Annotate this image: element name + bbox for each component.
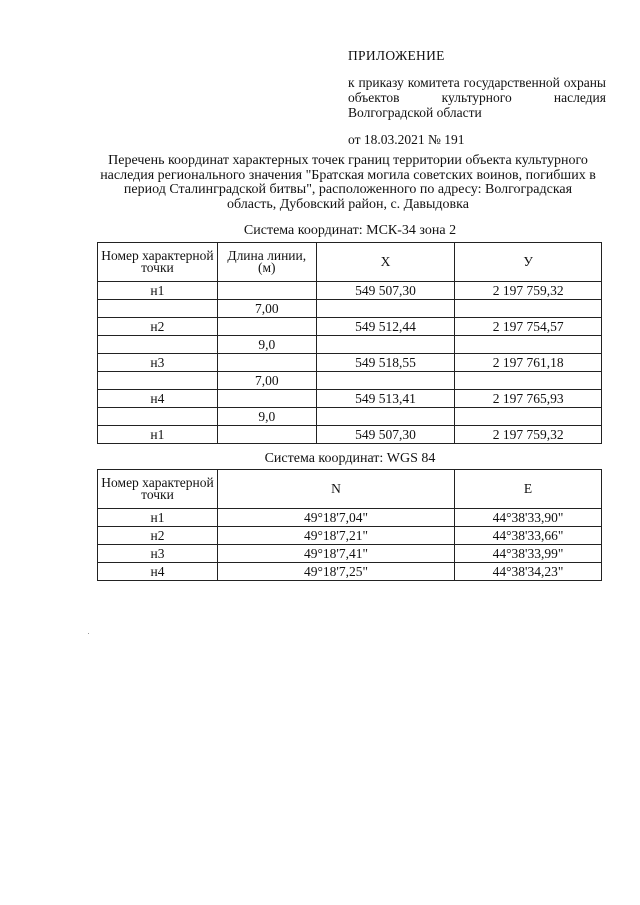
cell-x	[316, 300, 455, 318]
cell-x: 549 507,30	[316, 282, 455, 300]
cell-y	[455, 408, 602, 426]
table-row	[98, 527, 602, 545]
table-row	[98, 318, 602, 336]
cell-point	[98, 300, 218, 318]
cell-y: 2 197 759,32	[455, 426, 602, 444]
cell-n: 49°18'7,25"	[218, 563, 455, 581]
cell-e: 44°38'33,66"	[455, 527, 602, 545]
cell-y: 2 197 765,93	[455, 390, 602, 408]
cell-length	[217, 426, 316, 444]
column-header-x: Х	[316, 243, 455, 282]
table-header-row	[98, 470, 602, 509]
table2-caption: Система координат: WGS 84	[264, 451, 436, 466]
column-header-n: N	[218, 470, 455, 509]
table-row	[98, 282, 602, 300]
appendix-title: ПРИЛОЖЕНИЕ	[348, 48, 445, 63]
cell-length: 7,00	[217, 372, 316, 390]
column-header-length: Длина линии, (м)	[217, 243, 316, 282]
cell-length: 7,00	[217, 300, 316, 318]
cell-y: 2 197 754,57	[455, 318, 602, 336]
cell-point: н1	[98, 509, 218, 527]
table-header-row	[98, 243, 602, 282]
cell-y	[455, 372, 602, 390]
table-row	[98, 509, 602, 527]
cell-y: 2 197 761,18	[455, 354, 602, 372]
cell-point	[98, 372, 218, 390]
cell-point: н1	[98, 282, 218, 300]
column-header-point: Номер характерной точки	[98, 243, 218, 282]
cell-n: 49°18'7,41"	[218, 545, 455, 563]
cell-point: н3	[98, 545, 218, 563]
column-header-y: У	[455, 243, 602, 282]
cell-point: н4	[98, 563, 218, 581]
column-header-point: Номер характерной точки	[98, 470, 218, 509]
cell-n: 49°18'7,21"	[218, 527, 455, 545]
column-header-e: E	[455, 470, 602, 509]
cell-length	[217, 318, 316, 336]
cell-e: 44°38'33,90"	[455, 509, 602, 527]
cell-y: 2 197 759,32	[455, 282, 602, 300]
cell-x: 549 513,41	[316, 390, 455, 408]
document-title: Перечень координат характерных точек границ территории объекта культурного наследия регионального значения "Братская могила советских воинов, погибших в период Сталинградской битвы", расположенного по адресу: Волгоградская область, Дубовский район, с. Давыдовка	[100, 153, 596, 212]
cell-point: н4	[98, 390, 218, 408]
cell-point: н2	[98, 318, 218, 336]
cell-y	[455, 300, 602, 318]
cell-length	[217, 282, 316, 300]
cell-length	[217, 390, 316, 408]
cell-point: н2	[98, 527, 218, 545]
coordinates-table-wgs84	[97, 469, 602, 581]
cell-x	[316, 372, 455, 390]
appendix-reference: к приказу комитета государственной охраны объектов культурного наследия Волгоградской области	[348, 75, 606, 120]
table-row	[98, 563, 602, 581]
cell-point	[98, 408, 218, 426]
table-row	[98, 372, 602, 390]
cell-e: 44°38'33,99"	[455, 545, 602, 563]
cell-x	[316, 336, 455, 354]
cell-length	[217, 354, 316, 372]
cell-x	[316, 408, 455, 426]
table1-caption: Система координат: МСК-34 зона 2	[243, 223, 457, 238]
cell-length: 9,0	[217, 336, 316, 354]
table-row	[98, 390, 602, 408]
cell-point: н3	[98, 354, 218, 372]
cell-length: 9,0	[217, 408, 316, 426]
table-row	[98, 336, 602, 354]
cell-point	[98, 336, 218, 354]
table-row	[98, 408, 602, 426]
cell-e: 44°38'34,23"	[455, 563, 602, 581]
scan-speck	[88, 633, 89, 634]
appendix-block	[348, 48, 606, 147]
table-row	[98, 354, 602, 372]
cell-n: 49°18'7,04"	[218, 509, 455, 527]
appendix-date: от 18.03.2021 № 191	[348, 132, 465, 147]
cell-x: 549 507,30	[316, 426, 455, 444]
cell-y	[455, 336, 602, 354]
coordinates-table-msk34	[97, 242, 602, 444]
cell-point: н1	[98, 426, 218, 444]
table-row	[98, 300, 602, 318]
cell-x: 549 512,44	[316, 318, 455, 336]
table-row	[98, 426, 602, 444]
cell-x: 549 518,55	[316, 354, 455, 372]
table-row	[98, 545, 602, 563]
